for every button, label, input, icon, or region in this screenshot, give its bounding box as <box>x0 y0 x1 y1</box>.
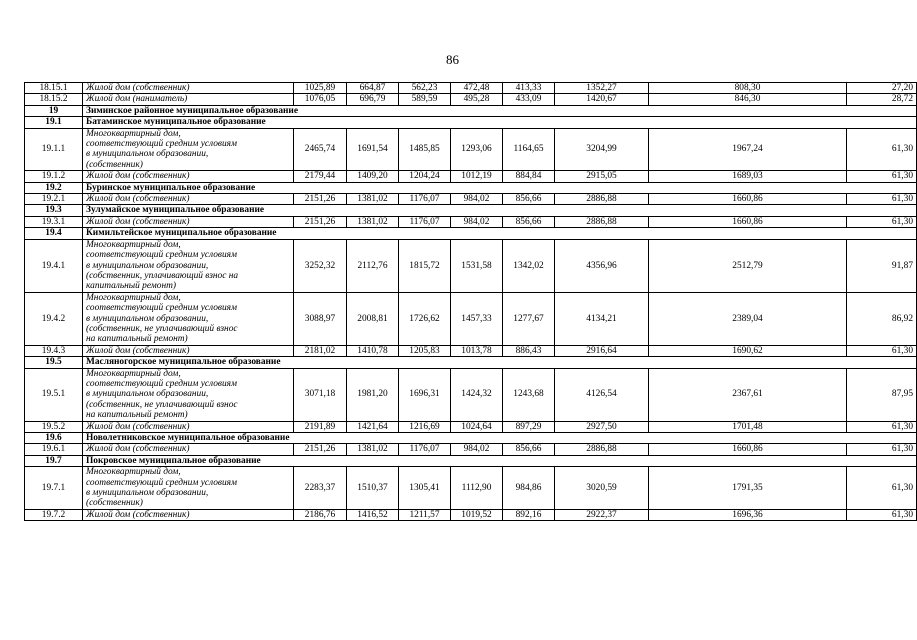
value-cell: 1701,48 <box>649 421 847 432</box>
value-cell: 1277,67 <box>503 292 555 345</box>
value-cell: 1012,19 <box>451 171 503 182</box>
section-title: Покровское муниципальное образование <box>83 455 917 466</box>
housing-type: Жилой дом (собственник) <box>83 444 294 455</box>
value-cell: 562,23 <box>399 83 451 94</box>
value-cell: 897,29 <box>503 421 555 432</box>
value-cell: 856,66 <box>503 444 555 455</box>
value-cell: 1205,83 <box>399 345 451 356</box>
housing-type: Жилой дом (собственник) <box>83 194 294 205</box>
value-cell: 1243,68 <box>503 368 555 421</box>
section-title: Масляногорское муниципальное образование <box>83 357 917 368</box>
row-code: 19.1.1 <box>25 128 83 171</box>
table-body <box>25 83 917 521</box>
value-cell: 2886,88 <box>555 194 649 205</box>
value-cell: 61,30 <box>847 421 917 432</box>
value-cell: 1424,32 <box>451 368 503 421</box>
value-cell: 1696,31 <box>399 368 451 421</box>
value-cell: 2151,26 <box>294 444 347 455</box>
housing-type: Жилой дом (собственник) <box>83 509 294 520</box>
value-cell: 1457,33 <box>451 292 503 345</box>
value-cell: 984,02 <box>451 444 503 455</box>
housing-type: Жилой дом (собственник) <box>83 216 294 227</box>
housing-type: Жилой дом (наниматель) <box>83 94 294 105</box>
section-title: Буринское муниципальное образование <box>83 182 917 193</box>
value-cell: 2283,37 <box>294 467 347 510</box>
value-cell: 1410,78 <box>347 345 399 356</box>
table-row <box>25 292 917 345</box>
row-code: 19.1.2 <box>25 171 83 182</box>
value-cell: 1112,90 <box>451 467 503 510</box>
table-row <box>25 194 917 205</box>
value-cell: 2186,76 <box>294 509 347 520</box>
table-row <box>25 94 917 105</box>
value-cell: 2465,74 <box>294 128 347 171</box>
section-row <box>25 105 917 116</box>
section-row <box>25 205 917 216</box>
value-cell: 1660,86 <box>649 444 847 455</box>
value-cell: 1409,20 <box>347 171 399 182</box>
value-cell: 3252,32 <box>294 239 347 292</box>
value-cell: 1690,62 <box>649 345 847 356</box>
value-cell: 61,30 <box>847 467 917 510</box>
value-cell: 472,48 <box>451 83 503 94</box>
row-code: 19.5.2 <box>25 421 83 432</box>
value-cell: 1381,02 <box>347 194 399 205</box>
housing-type: Жилой дом (собственник) <box>83 171 294 182</box>
page-number: 86 <box>446 52 459 67</box>
value-cell: 2916,64 <box>555 345 649 356</box>
housing-type: Многоквартирный дом, соответствующий средним условиям в муниципальном образовании, (собственник, не уплачивающий взнос на капитальный ремонт) <box>83 368 294 421</box>
value-cell: 589,59 <box>399 94 451 105</box>
housing-type: Многоквартирный дом, соответствующий средним условиям в муниципальном образовании, (собственник, уплачивающий взнос на капитальный ремонт) <box>83 239 294 292</box>
section-title: Батаминское муниципальное образование <box>83 117 917 128</box>
row-code: 19.7.1 <box>25 467 83 510</box>
value-cell: 86,92 <box>847 292 917 345</box>
table-row <box>25 239 917 292</box>
table-row <box>25 421 917 432</box>
value-cell: 3071,18 <box>294 368 347 421</box>
value-cell: 1164,65 <box>503 128 555 171</box>
value-cell: 2151,26 <box>294 216 347 227</box>
value-cell: 856,66 <box>503 216 555 227</box>
value-cell: 1352,27 <box>555 83 649 94</box>
row-code: 19.4.3 <box>25 345 83 356</box>
value-cell: 87,95 <box>847 368 917 421</box>
value-cell: 984,86 <box>503 467 555 510</box>
value-cell: 1691,54 <box>347 128 399 171</box>
value-cell: 61,30 <box>847 194 917 205</box>
housing-type: Многоквартирный дом, соответствующий средним условиям в муниципальном образовании, (собственник) <box>83 467 294 510</box>
row-code: 18.15.2 <box>25 94 83 105</box>
section-row <box>25 182 917 193</box>
table-row <box>25 216 917 227</box>
value-cell: 61,30 <box>847 509 917 520</box>
value-cell: 664,87 <box>347 83 399 94</box>
section-code: 19.5 <box>25 357 83 368</box>
value-cell: 2151,26 <box>294 194 347 205</box>
value-cell: 495,28 <box>451 94 503 105</box>
value-cell: 2915,05 <box>555 171 649 182</box>
value-cell: 1019,52 <box>451 509 503 520</box>
value-cell: 1531,58 <box>451 239 503 292</box>
section-code: 19.6 <box>25 433 83 444</box>
value-cell: 413,33 <box>503 83 555 94</box>
value-cell: 1967,24 <box>649 128 847 171</box>
housing-type: Жилой дом (собственник) <box>83 83 294 94</box>
housing-type: Жилой дом (собственник) <box>83 345 294 356</box>
table-row <box>25 444 917 455</box>
value-cell: 4356,96 <box>555 239 649 292</box>
section-code: 19.2 <box>25 182 83 193</box>
section-code: 19.4 <box>25 228 83 239</box>
value-cell: 61,30 <box>847 444 917 455</box>
table-row <box>25 467 917 510</box>
value-cell: 61,30 <box>847 345 917 356</box>
value-cell: 846,30 <box>649 94 847 105</box>
value-cell: 1981,20 <box>347 368 399 421</box>
section-code: 19 <box>25 105 83 116</box>
value-cell: 4134,21 <box>555 292 649 345</box>
value-cell: 61,30 <box>847 128 917 171</box>
value-cell: 1689,03 <box>649 171 847 182</box>
value-cell: 1176,07 <box>399 216 451 227</box>
value-cell: 28,72 <box>847 94 917 105</box>
section-row <box>25 228 917 239</box>
value-cell: 1381,02 <box>347 216 399 227</box>
value-cell: 984,02 <box>451 216 503 227</box>
table-row <box>25 128 917 171</box>
value-cell: 1416,52 <box>347 509 399 520</box>
value-cell: 984,02 <box>451 194 503 205</box>
section-title: Новолетниковское муниципальное образование <box>83 433 917 444</box>
value-cell: 2367,61 <box>649 368 847 421</box>
section-code: 19.1 <box>25 117 83 128</box>
value-cell: 1485,85 <box>399 128 451 171</box>
value-cell: 2389,04 <box>649 292 847 345</box>
value-cell: 2927,50 <box>555 421 649 432</box>
value-cell: 1510,37 <box>347 467 399 510</box>
value-cell: 856,66 <box>503 194 555 205</box>
table-row <box>25 345 917 356</box>
value-cell: 1204,24 <box>399 171 451 182</box>
section-code: 19.3 <box>25 205 83 216</box>
housing-type: Многоквартирный дом, соответствующий средним условиям в муниципальном образовании, (собственник) <box>83 128 294 171</box>
value-cell: 1660,86 <box>649 194 847 205</box>
section-row <box>25 117 917 128</box>
value-cell: 27,20 <box>847 83 917 94</box>
row-code: 18.15.1 <box>25 83 83 94</box>
section-row <box>25 357 917 368</box>
value-cell: 1176,07 <box>399 444 451 455</box>
section-row <box>25 433 917 444</box>
value-cell: 1305,41 <box>399 467 451 510</box>
value-cell: 1696,36 <box>649 509 847 520</box>
row-code: 19.5.1 <box>25 368 83 421</box>
value-cell: 892,16 <box>503 509 555 520</box>
section-title: Кимильтейское муниципальное образование <box>83 228 917 239</box>
value-cell: 1013,78 <box>451 345 503 356</box>
value-cell: 808,30 <box>649 83 847 94</box>
value-cell: 61,30 <box>847 216 917 227</box>
value-cell: 2191,89 <box>294 421 347 432</box>
value-cell: 1216,69 <box>399 421 451 432</box>
value-cell: 1815,72 <box>399 239 451 292</box>
value-cell: 2008,81 <box>347 292 399 345</box>
value-cell: 1381,02 <box>347 444 399 455</box>
value-cell: 433,09 <box>503 94 555 105</box>
value-cell: 2512,79 <box>649 239 847 292</box>
value-cell: 2112,76 <box>347 239 399 292</box>
row-code: 19.4.1 <box>25 239 83 292</box>
row-code: 19.3.1 <box>25 216 83 227</box>
section-title: Зиминское районное муниципальное образование <box>83 105 917 116</box>
row-code: 19.4.2 <box>25 292 83 345</box>
table-row <box>25 171 917 182</box>
value-cell: 2181,02 <box>294 345 347 356</box>
table-row <box>25 368 917 421</box>
value-cell: 1342,02 <box>503 239 555 292</box>
table-row <box>25 509 917 520</box>
section-code: 19.7 <box>25 455 83 466</box>
value-cell: 61,30 <box>847 171 917 182</box>
value-cell: 4126,54 <box>555 368 649 421</box>
value-cell: 1211,57 <box>399 509 451 520</box>
section-title: Зулумайское муниципальное образование <box>83 205 917 216</box>
value-cell: 886,43 <box>503 345 555 356</box>
value-cell: 1726,62 <box>399 292 451 345</box>
section-row <box>25 455 917 466</box>
row-code: 19.7.2 <box>25 509 83 520</box>
table-row <box>25 83 917 94</box>
value-cell: 1076,05 <box>294 94 347 105</box>
value-cell: 1420,67 <box>555 94 649 105</box>
value-cell: 91,87 <box>847 239 917 292</box>
value-cell: 884,84 <box>503 171 555 182</box>
value-cell: 1025,89 <box>294 83 347 94</box>
value-cell: 696,79 <box>347 94 399 105</box>
housing-type: Многоквартирный дом, соответствующий средним условиям в муниципальном образовании, (собственник, не уплачивающий взнос на капитальный ремонт) <box>83 292 294 345</box>
row-code: 19.2.1 <box>25 194 83 205</box>
value-cell: 2886,88 <box>555 216 649 227</box>
value-cell: 3204,99 <box>555 128 649 171</box>
value-cell: 1660,86 <box>649 216 847 227</box>
value-cell: 1421,64 <box>347 421 399 432</box>
value-cell: 1024,64 <box>451 421 503 432</box>
value-cell: 1176,07 <box>399 194 451 205</box>
value-cell: 3020,59 <box>555 467 649 510</box>
tariff-table <box>24 82 917 521</box>
value-cell: 2886,88 <box>555 444 649 455</box>
value-cell: 1791,35 <box>649 467 847 510</box>
value-cell: 3088,97 <box>294 292 347 345</box>
value-cell: 2922,37 <box>555 509 649 520</box>
row-code: 19.6.1 <box>25 444 83 455</box>
housing-type: Жилой дом (собственник) <box>83 421 294 432</box>
value-cell: 2179,44 <box>294 171 347 182</box>
value-cell: 1293,06 <box>451 128 503 171</box>
